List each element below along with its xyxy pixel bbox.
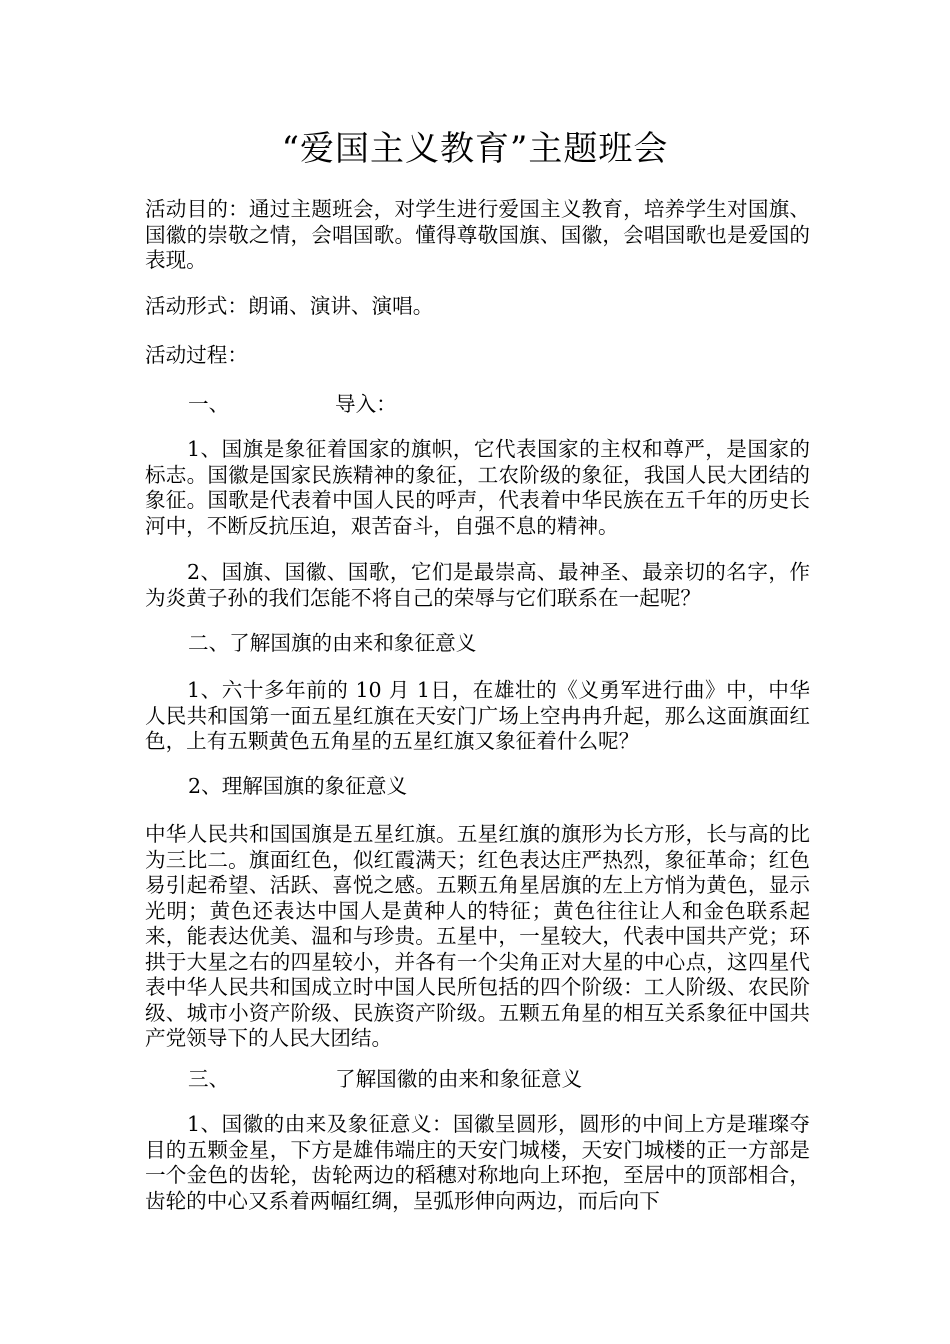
section-1-paragraph-2: 2、国旗、国徽、国歌，它们是最崇高、最神圣、最亲切的名字，作为炎黄子孙的我们怎能不将自己的荣辱与它们联系在一起呢？ <box>145 560 810 610</box>
section-3-number: 三、 <box>188 1067 230 1091</box>
document-title: “爱国主义教育”主题班会 <box>281 129 669 169</box>
section-3-title: 了解国徽的由来和象征意义 <box>335 1067 583 1091</box>
section-2-paragraph-2: 中华人民共和国国旗是五星红旗。五星红旗的旗形为长方形，长与高的比为三比二。旗面红色，似红霞满天；红色表达庄严热烈，象征革命；红色易引起希望、活跃、喜悦之感。五颗五角星居旗的左上方悄为黄色，显示光明；黄色还表达中国人是黄种人的特征；黄色往往让人和金色联系起来，能表达优美、温和与珍贵。五星中，一星较大，代表中国共产党；环拱于大星之右的四星较小，并各有一个尖角正对大星的中心点，这四星代表中华人民共和国成立时中国人民所包括的四个阶级：工人阶级、农民阶级、城市小资产阶级、民族资产阶级。五颗五角星的相互关系象征中国共产党领导下的人民大团结。 <box>145 822 810 1050</box>
activity-purpose: 活动目的：通过主题班会，对学生进行爱国主义教育，培养学生对国旗、国徽的崇敬之情，会唱国歌。懂得尊敬国旗、国徽，会唱国歌也是爱国的表现。 <box>145 197 810 272</box>
activity-form: 活动形式：朗诵、演讲、演唱。 <box>145 294 434 318</box>
section-1-title: 导入： <box>335 392 397 416</box>
activity-process-label: 活动过程： <box>145 343 248 367</box>
section-2-heading: 二、了解国旗的由来和象征意义 <box>188 631 477 655</box>
section-3-paragraph-1: 1、国徽的由来及象征意义：国徽呈圆形，圆形的中间上方是璀璨夺目的五颗金星，下方是雄伟端庄的天安门城楼，天安门城楼的正一方部是一个金色的齿轮，齿轮两边的稻穗对称地向上环抱，至居中的顶部相合，齿轮的中心又系着两幅红绸，呈弧形伸向两边，而后向下 <box>145 1112 810 1213</box>
section-1-number: 一、 <box>188 392 230 416</box>
section-2-subheading: 2、理解国旗的象征意义 <box>188 774 408 798</box>
section-1-paragraph-1: 1、国旗是象征着国家的旗帜，它代表国家的主权和尊严，是国家的标志。国徽是国家民族精神的象征，工农阶级的象征，我国人民大团结的象征。国歌是代表着中国人民的呼声，代表着中华民族在五千年的历史长河中，不断反抗压迫，艰苦奋斗，自强不息的精神。 <box>145 437 810 538</box>
section-2-paragraph-1: 1、六十多年前的 10 月 1日，在雄壮的《义勇军进行曲》中，中华人民共和国第一面五星红旗在天安门广场上空冉冉升起，那么这面旗面红色，上有五颗黄色五角星的五星红旗又象征着什么呢？ <box>145 678 810 753</box>
